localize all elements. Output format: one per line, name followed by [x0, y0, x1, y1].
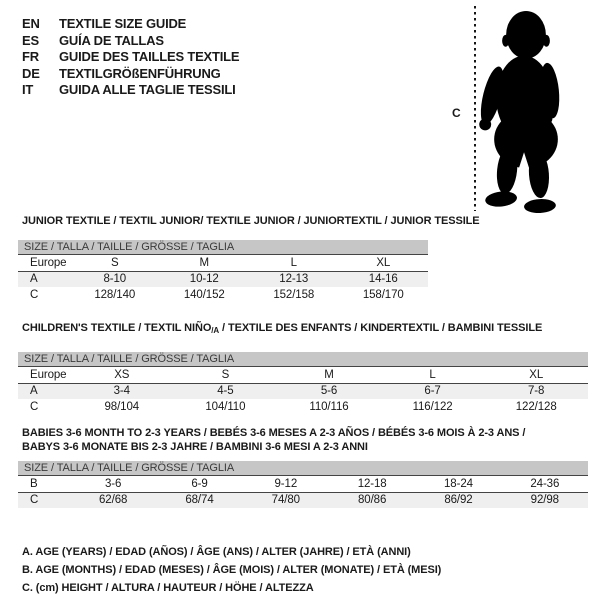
language-code: IT: [22, 82, 34, 97]
cell-value: 122/128: [515, 401, 557, 413]
cell-value: 98/104: [104, 401, 140, 413]
cell-value: 3-4: [113, 385, 130, 398]
language-row: [22, 33, 239, 50]
cell-value: 14-16: [368, 273, 398, 286]
cell-value: 74/80: [271, 494, 300, 507]
cell-value: 10-12: [189, 273, 219, 286]
cell-value: 116/122: [412, 401, 453, 413]
cell-value: 6-9: [156, 476, 242, 492]
size-header-bar: SIZE / TALLA / TAILLE / GRÖSSE / TAGLIA: [18, 352, 588, 367]
size-table: [18, 461, 588, 508]
footnotes: [22, 543, 441, 597]
table-title-text: CHILDREN'S TEXTILE / TEXTIL NIÑO: [22, 322, 212, 334]
cell-value: 5-6: [320, 385, 338, 398]
language-label: TEXTILE SIZE GUIDE: [59, 16, 187, 31]
table-title: [22, 322, 542, 338]
language-row: [22, 16, 239, 33]
row-label: Europe: [18, 367, 70, 383]
cell-value: 12-13: [279, 273, 309, 286]
table-row: [18, 367, 588, 383]
table-title-text: / TEXTILE DES ENFANTS / KINDERTEXTIL / BAMBINI TESSILE: [219, 322, 543, 334]
cell-value: 86/92: [444, 494, 473, 507]
cell-value: 24-36: [502, 476, 588, 492]
row-label: A: [30, 273, 38, 286]
cell-value: 12-18: [329, 476, 415, 492]
table-title-line: [22, 215, 480, 229]
table-title-line: [22, 322, 542, 338]
cell-value: 7-8: [528, 385, 545, 398]
language-label: GUIDE DES TAILLES TEXTILE: [59, 49, 240, 64]
table-title-text: BABIES 3-6 MONTH TO 2-3 YEARS / BEBÉS 3-6 MESES A 2-3 AÑOS / BÉBÉS 3-6 MOIS À 2-3 ANS /: [22, 427, 526, 439]
row-label: B: [18, 476, 70, 492]
table-title-text: /A: [211, 326, 220, 335]
table-title-line: [22, 441, 525, 455]
cell-value: 8-10: [103, 273, 127, 286]
footnote-line: B. AGE (MONTHS) / EDAD (MESES) / ÂGE (MOIS) / ALTER (MONATE) / ETÀ (MESI): [22, 564, 442, 576]
language-code: EN: [22, 16, 40, 31]
size-table: [18, 240, 428, 303]
cell-value: 140/152: [183, 289, 225, 301]
cell-value: 9-12: [243, 476, 329, 492]
cell-value: 3-6: [70, 476, 156, 492]
size-grid: [18, 476, 588, 508]
size-grid: [18, 367, 588, 415]
table-title-line: [22, 427, 525, 441]
table-row: [18, 399, 588, 415]
cell-value: L: [381, 367, 485, 383]
language-code: DE: [22, 65, 40, 81]
cell-value: 68/74: [185, 494, 214, 507]
table-row: [18, 476, 588, 492]
cell-value: 110/116: [309, 401, 349, 413]
cell-value: 6-7: [424, 385, 441, 398]
cell-value: S: [70, 255, 160, 271]
cell-value: 92/98: [530, 494, 559, 507]
cell-value: 104/110: [205, 401, 246, 413]
cell-value: XS: [70, 367, 174, 383]
row-label: C: [30, 494, 39, 507]
toddler-silhouette-image: [476, 3, 580, 214]
row-label: C: [30, 289, 39, 301]
size-header-bar: SIZE / TALLA / TAILLE / GRÖSSE / TAGLIA: [18, 461, 588, 476]
table-row: [18, 271, 428, 287]
cell-value: 62/68: [99, 494, 128, 507]
table-row: [18, 255, 428, 271]
language-label: GUÍA DE TALLAS: [59, 32, 164, 48]
table-row: [18, 383, 588, 399]
size-grid: [18, 255, 428, 303]
cell-value: 128/140: [94, 289, 136, 301]
table-title-text: JUNIOR TEXTILE / TEXTIL JUNIOR/ TEXTILE JUNIOR / JUNIORTEXTIL / JUNIOR TESSILE: [22, 215, 480, 227]
cell-value: 80/86: [358, 494, 387, 507]
table-row: [18, 492, 588, 508]
row-label: A: [30, 385, 38, 398]
height-measure-label: C: [452, 106, 461, 120]
language-code: ES: [22, 32, 39, 48]
language-label: GUIDA ALLE TAGLIE TESSILI: [59, 82, 236, 97]
cell-value: S: [174, 367, 278, 383]
language-label: TEXTILGRÖßENFÜHRUNG: [59, 65, 221, 81]
cell-value: 158/170: [362, 289, 404, 301]
cell-value: XL: [484, 367, 588, 383]
cell-value: M: [277, 367, 381, 383]
cell-value: 4-5: [217, 385, 234, 398]
footnote-line: C. (cm) HEIGHT / ALTURA / HAUTEUR / HÖHE / ALTEZZA: [22, 582, 314, 594]
row-label: Europe: [18, 255, 70, 271]
language-row: [22, 49, 239, 66]
footnote-line: A. AGE (YEARS) / EDAD (AÑOS) / ÂGE (ANS) / ALTER (JAHRE) / ETÀ (ANNI): [22, 546, 411, 558]
cell-value: M: [160, 255, 250, 271]
language-row: [22, 82, 239, 99]
language-row: [22, 66, 239, 83]
cell-value: L: [249, 255, 339, 271]
size-table: [18, 352, 588, 415]
cell-value: 18-24: [415, 476, 501, 492]
row-label: C: [30, 401, 39, 413]
table-row: [18, 287, 428, 303]
language-list: [22, 16, 239, 99]
cell-value: 152/158: [273, 289, 315, 301]
language-code: FR: [22, 49, 39, 64]
cell-value: XL: [339, 255, 429, 271]
table-title: [22, 215, 480, 229]
table-title-text: BABYS 3-6 MONATE BIS 2-3 JAHRE / BAMBINI 3-6 MESI A 2-3 ANNI: [22, 440, 368, 453]
table-title: [22, 427, 525, 454]
size-header-bar: SIZE / TALLA / TAILLE / GRÖSSE / TAGLIA: [18, 240, 428, 255]
